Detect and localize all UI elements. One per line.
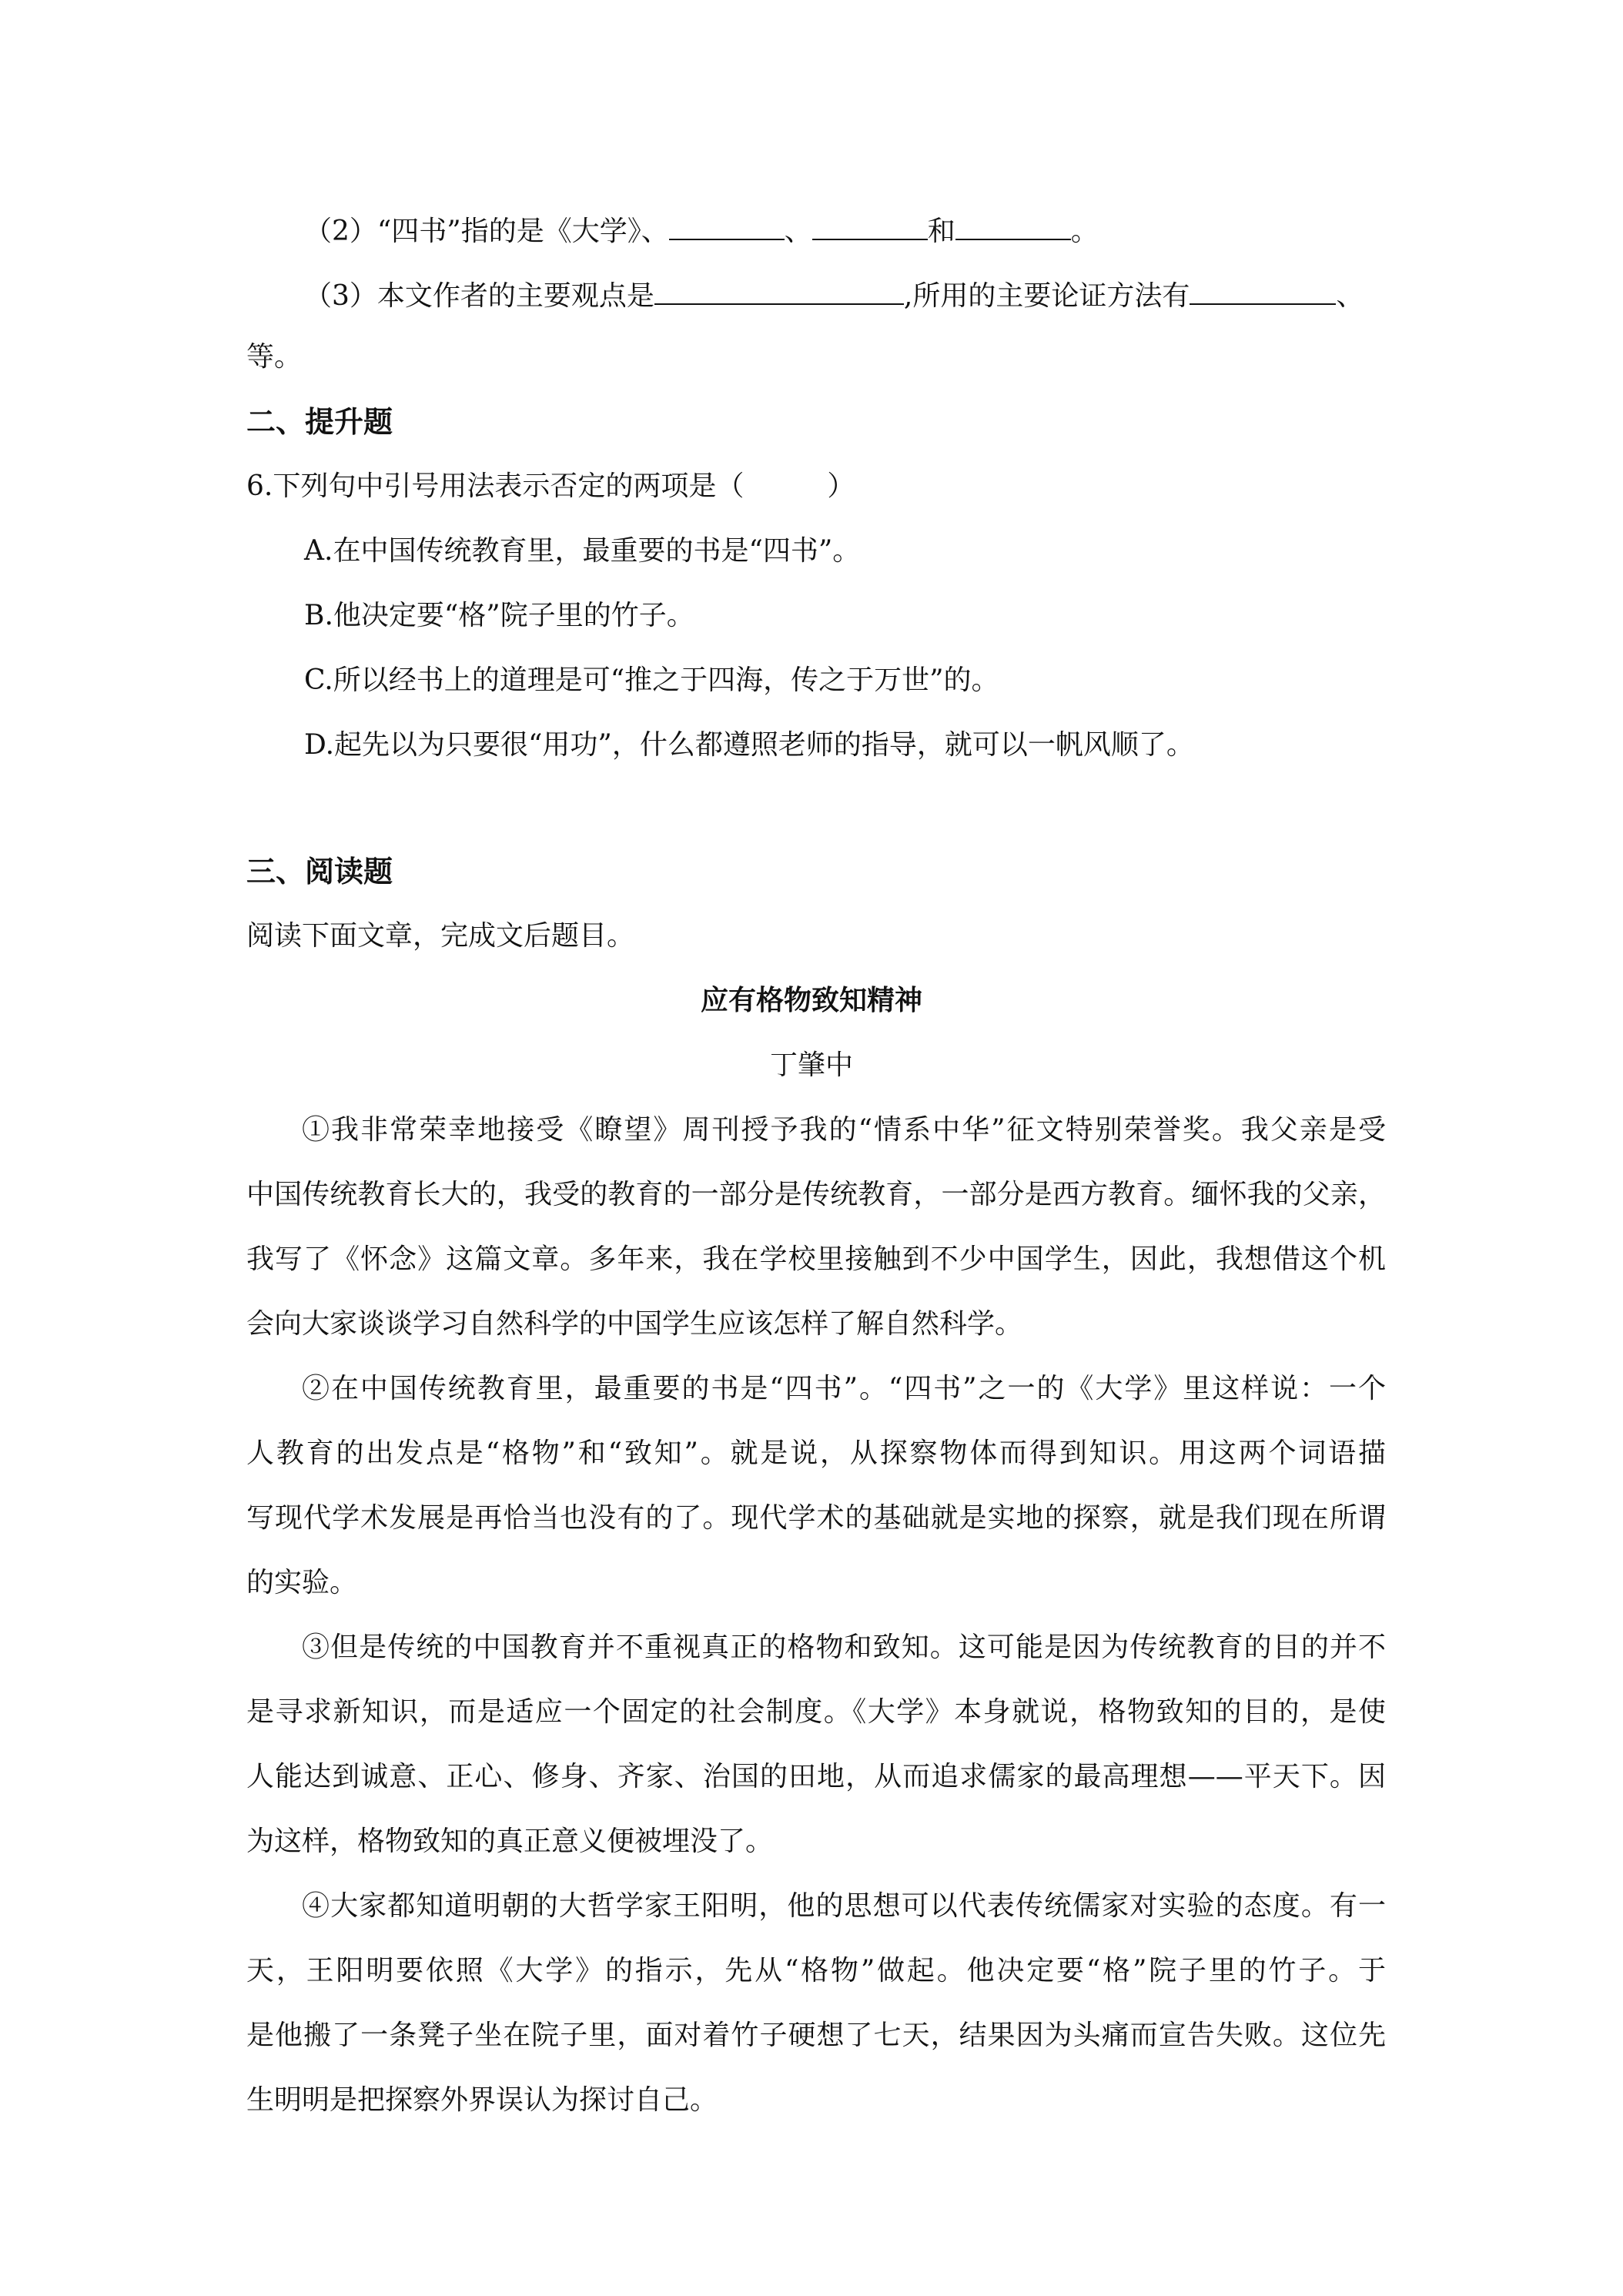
q6-option-d[interactable]: D.起先以为只要很“用功”，什么都遵照老师的指导，就可以一帆风顺了。: [304, 729, 1194, 761]
q5-sub3-continued: 等。: [246, 341, 303, 373]
paragraph-line: 天，王阳明要依照《大学》的指示，先从“格物”做起。他决定要“格”院子里的竹子。于: [246, 1955, 1386, 1986]
paragraph-line: 是他搬了一条凳子坐在院子里，面对着竹子硬想了七天，结果因为头痛而宣告失败。这位先: [246, 2020, 1386, 2051]
q5-sub3-mid: ,所用的主要论证方法有: [903, 280, 1190, 312]
q5-sub2-sep1: 、: [784, 216, 812, 247]
paragraph-line: 人能达到诚意、正心、修身、齐家、治国的田地，从而追求儒家的最高理想——平天下。因: [246, 1761, 1386, 1792]
paragraph-line: 中国传统教育长大的，我受的教育的一部分是传统教育，一部分是西方教育。缅怀我的父亲，: [246, 1179, 1386, 1210]
q5-sub2-sep2: 和: [927, 216, 955, 247]
article-title: 应有格物致知精神: [700, 985, 922, 1016]
q5-sub3-prefix: （3）本文作者的主要观点是: [304, 280, 654, 312]
answer-blank-viewpoint[interactable]: [654, 277, 904, 305]
paragraph-line: 人教育的出发点是“格物”和“致知”。就是说，从探察物体而得到知识。用这两个词语描: [246, 1438, 1386, 1469]
paragraph-line: 为这样，格物致知的真正意义便被埋没了。: [246, 1826, 774, 1857]
paragraph-line: 的实验。: [246, 1567, 358, 1598]
q5-sub3-sep: 、: [1336, 280, 1364, 312]
answer-blank-3[interactable]: [955, 213, 1071, 240]
article-paragraph-1: [246, 1112, 1386, 1371]
q6-option-a[interactable]: A.在中国传统教育里，最重要的书是“四书”。: [304, 535, 861, 567]
q5-sub3: [304, 277, 1444, 315]
answer-blank-method-1[interactable]: [1190, 277, 1336, 305]
q5-sub2-prefix: （2）“四书”指的是《大学》、: [304, 216, 669, 247]
q6-option-b[interactable]: B.他决定要“格”院子里的竹子。: [304, 600, 694, 631]
q5-sub2: [304, 213, 1444, 250]
paragraph-line: 写现代学术发展是再恰当也没有的了。现代学术的基础就是实地的探察，就是我们现在所谓: [246, 1502, 1386, 1534]
article-paragraph-3: [246, 1629, 1386, 1888]
q5-sub2-end: 。: [1070, 216, 1099, 247]
q6-option-c[interactable]: C.所以经书上的道理是可“推之于四海，传之于万世”的。: [304, 664, 999, 696]
paragraph-line: 是寻求新知识，而是适应一个固定的社会制度。《大学》本身就说，格物致知的目的，是使: [246, 1696, 1386, 1728]
paragraph-line: ①我非常荣幸地接受《瞭望》周刊授予我的“情系中华”征文特别荣誉奖。我父亲是受: [302, 1114, 1386, 1146]
paragraph-line: ③但是传统的中国教育并不重视真正的格物和致知。这可能是因为传统教育的目的并不: [302, 1632, 1386, 1663]
article-paragraph-2: [246, 1371, 1386, 1629]
paragraph-line: 会向大家谈谈学习自然科学的中国学生应该怎样了解自然科学。: [246, 1308, 1023, 1340]
reading-instruction: 阅读下面文章，完成文后题目。: [246, 920, 635, 952]
answer-blank-1[interactable]: [669, 213, 785, 240]
q6-stem: 6.下列句中引号用法表示否定的两项是（ ）: [246, 470, 855, 502]
answer-blank-2[interactable]: [812, 213, 928, 240]
section-heading-reading: 三、阅读题: [246, 855, 393, 889]
paragraph-line: 生明明是把探察外界误认为探讨自己。: [246, 2084, 718, 2116]
section-heading-improve: 二、提升题: [246, 405, 393, 439]
paragraph-line: ④大家都知道明朝的大哲学家王阳明，他的思想可以代表传统儒家对实验的态度。有一: [302, 1890, 1386, 1922]
paragraph-line: 我写了《怀念》这篇文章。多年来，我在学校里接触到不少中国学生，因此，我想借这个机: [246, 1243, 1386, 1275]
article-paragraph-4: [246, 1888, 1386, 2147]
paragraph-line: ②在中国传统教育里，最重要的书是“四书”。“四书”之一的《大学》里这样说：一个: [302, 1373, 1386, 1404]
article-author: 丁肇中: [769, 1049, 853, 1081]
